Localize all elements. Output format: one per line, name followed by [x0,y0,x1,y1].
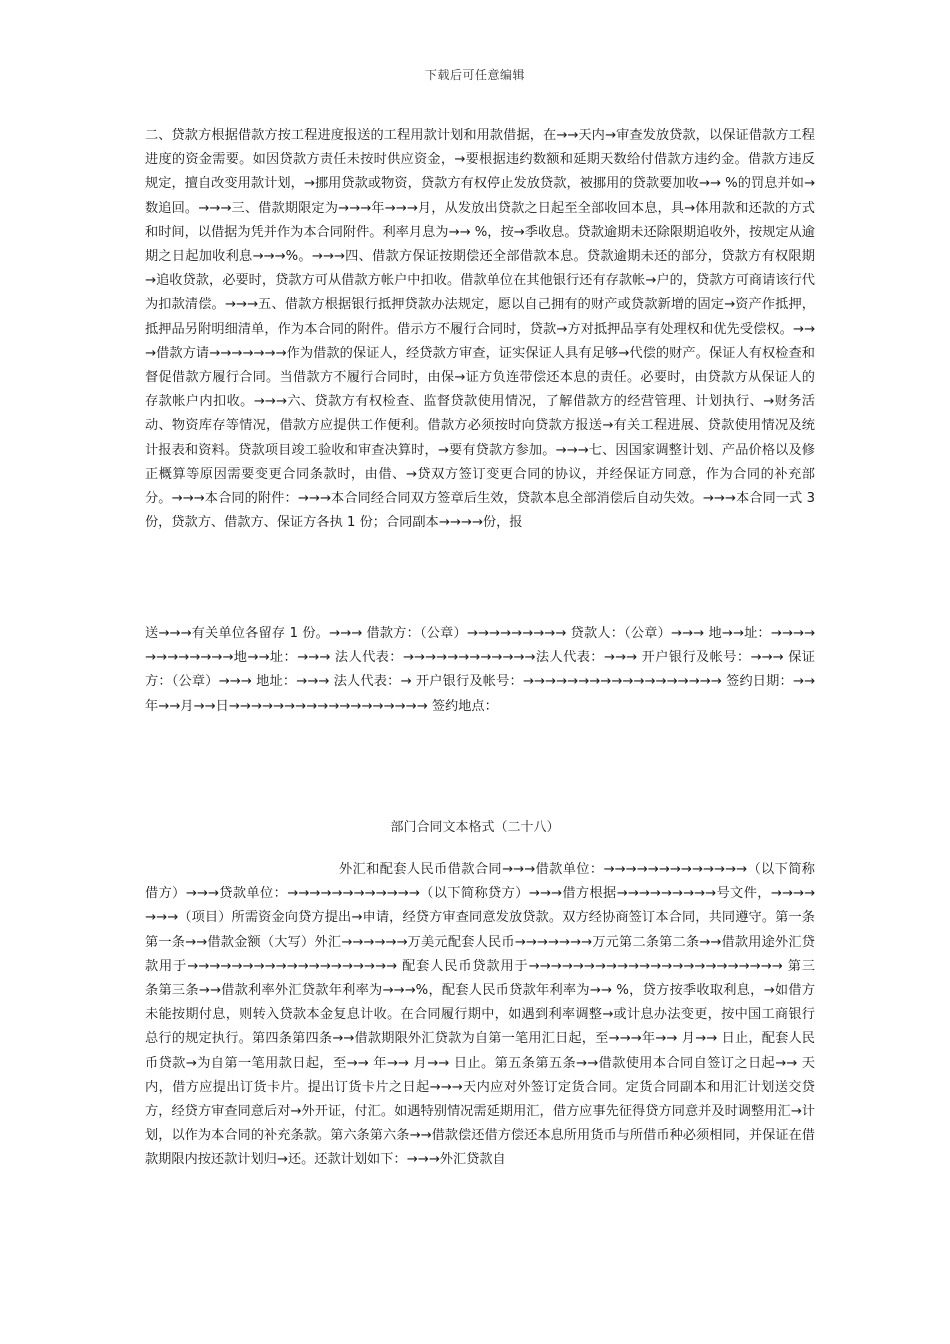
loan-contract-paragraph: 外汇和配套人民币借款合同→→→借款单位：→→→→→→→→→→→→→（以下简称借方）→→→贷款单位：→→→→→→→→→→→→（以下简称贷方）→→→借方根据→→→→→→→→→号文件，→→→→→→→（项目）所需资金向贷方提出→申请，经贷方审查同意发放贷款。双方经协商签订本合同，共同遵守。第一条第一条→→借款金额（大写）外汇→→→→→→万美元配套人民币→→→→→→→万元第二条第二条→→借款用途外汇贷款用于→→→→→→→→→→→→→→→→→→→ 配套人民币贷款用于→→→→→→→→→→→→→→→→→→→→→→→ 第三条第三条→→借款利率外汇贷款年利率为→→→%，配套人民币贷款年利率为→→ %，贷方按季收取利息，→如借方未能按期付息，则转入贷款本金复息计收。在合同履行期中，如遇到利率调整→或计息办法变更，按中国工商银行总行的规定执行。第四条第四条→→借款期限外汇贷款为自第一笔用汇日起，至→→→年→→ 月→→ 日止，配套人民币贷款→为自第一笔用款日起，至→→ 年→→ 月→→ 日止。第五条第五条→→借款使用本合同自签订之日起→→ 天内，借方应提出订货卡片。提出订货卡片之日起→→→天内应对外签订定货合同。定货合同副本和用汇计划送交贷方，经贷方审查同意后对→外开证，付汇。如遇特别情况需延期用汇，借方应事先征得贷方同意并及时调整用汇→计划，以作为本合同的补充条款。第六条第六条→→借款偿还借方偿还本息所用货币与所借币种必须相同，并保证在借款期限内按还款计划归→还。还款计划如下：→→→外汇贷款自 [145,862,815,1168]
page-header-note: 下载后可任意编辑 [424,68,525,82]
signature-block-paragraph: 送→→→有关单位各留存 1 份。→→→ 借款方：（公章）→→→→→→→→→ 贷款人：（公章）→→→ 地→→址：→→→→→→→→→→→→地→→址：→→→ 法人代表：→→→→→→→→→→→→法人代表：→→→ 开户银行及帐号：→→→ 保证方：（公章）→→→ 地址：→→→ 法人代表：→ 开户银行及帐号：→→→→→→→→→→→→→→→→→→ 签约日期：→→ 年→→月→→日→→→→→→→→→→→→→→→→→→ 签约地点： [145,626,815,714]
contract-clauses-paragraph: 二、贷款方根据借款方按工程进度报送的工程用款计划和用款借据，在→→天内→审查发放贷款，以保证借款方工程进度的资金需要。如因贷款方责任未按时供应资金，→要根据违约数额和延期天数给付借款方违约金。借款方违反规定，擅自改变用款计划，→挪用贷款或物资，贷款方有权停止发放贷款，被挪用的贷款要加收→→ %的罚息并如→数追回。→→→三、借款期限定为→→→年→→→月，从发放出贷款之日起至全部收回本息，具→体用款和还款的方式和时间，以借据为凭并作为本合同附件。利率月息为→→ %，按→季收息。贷款逾期未还除限期追收外，按规定从逾期之日起加收利息→→→%。→→→四、借款方保证按期偿还全部借款本息。贷款逾期未还的部分，贷款方有权限期→追收贷款，必要时，贷款方可从借款方帐户中扣收。借款单位在其他银行还有存款帐→户的，贷款方可商请该行代为扣款清偿。→→→五、借款方根据银行抵押贷款办法规定，愿以自己拥有的财产或贷款新增的固定→资产作抵押，抵押品另附明细清单，作为本合同的附件。借示方不履行合同时，贷款→方对抵押品享有处理权和优先受偿权。→→→借款方请→→→→→→→作为借款的保证人，经贷款方审查，证实保证人具有足够→代偿的财产。保证人有权检查和督促借款方履行合同。当借款方不履行合同时，由保→证方负连带偿还本息的责任。必要时，由贷款方从保证人的存款帐户内扣收。→→→六、贷款方有权检查、监督贷款使用情况，了解借款方的经营管理、计划执行、→财务活动、物资库存等情况，借款方应提供工作便利。借款方必须按时向贷款方报送→有关工程进展、贷款使用情况及统计报表和资料。贷款项目竣工验收和审查决算时，→要有贷款方参加。→→→七、因国家调整计划、产品价格以及修正概算等原因需要变更合同条款时，由借、→贷双方签订变更合同的协议，并经保证方同意，作为合同的补充部分。→→→本合同的附件：→→→本合同经合同双方签章后生效，贷款本息全部消偿后自动失效。→→→本合同一式 3 份，贷款方、借款方、保证方各执 1 份；合同副本→→→→份，报 [145,128,815,531]
section-title: 部门合同文本格式（二十八） [390,820,560,835]
